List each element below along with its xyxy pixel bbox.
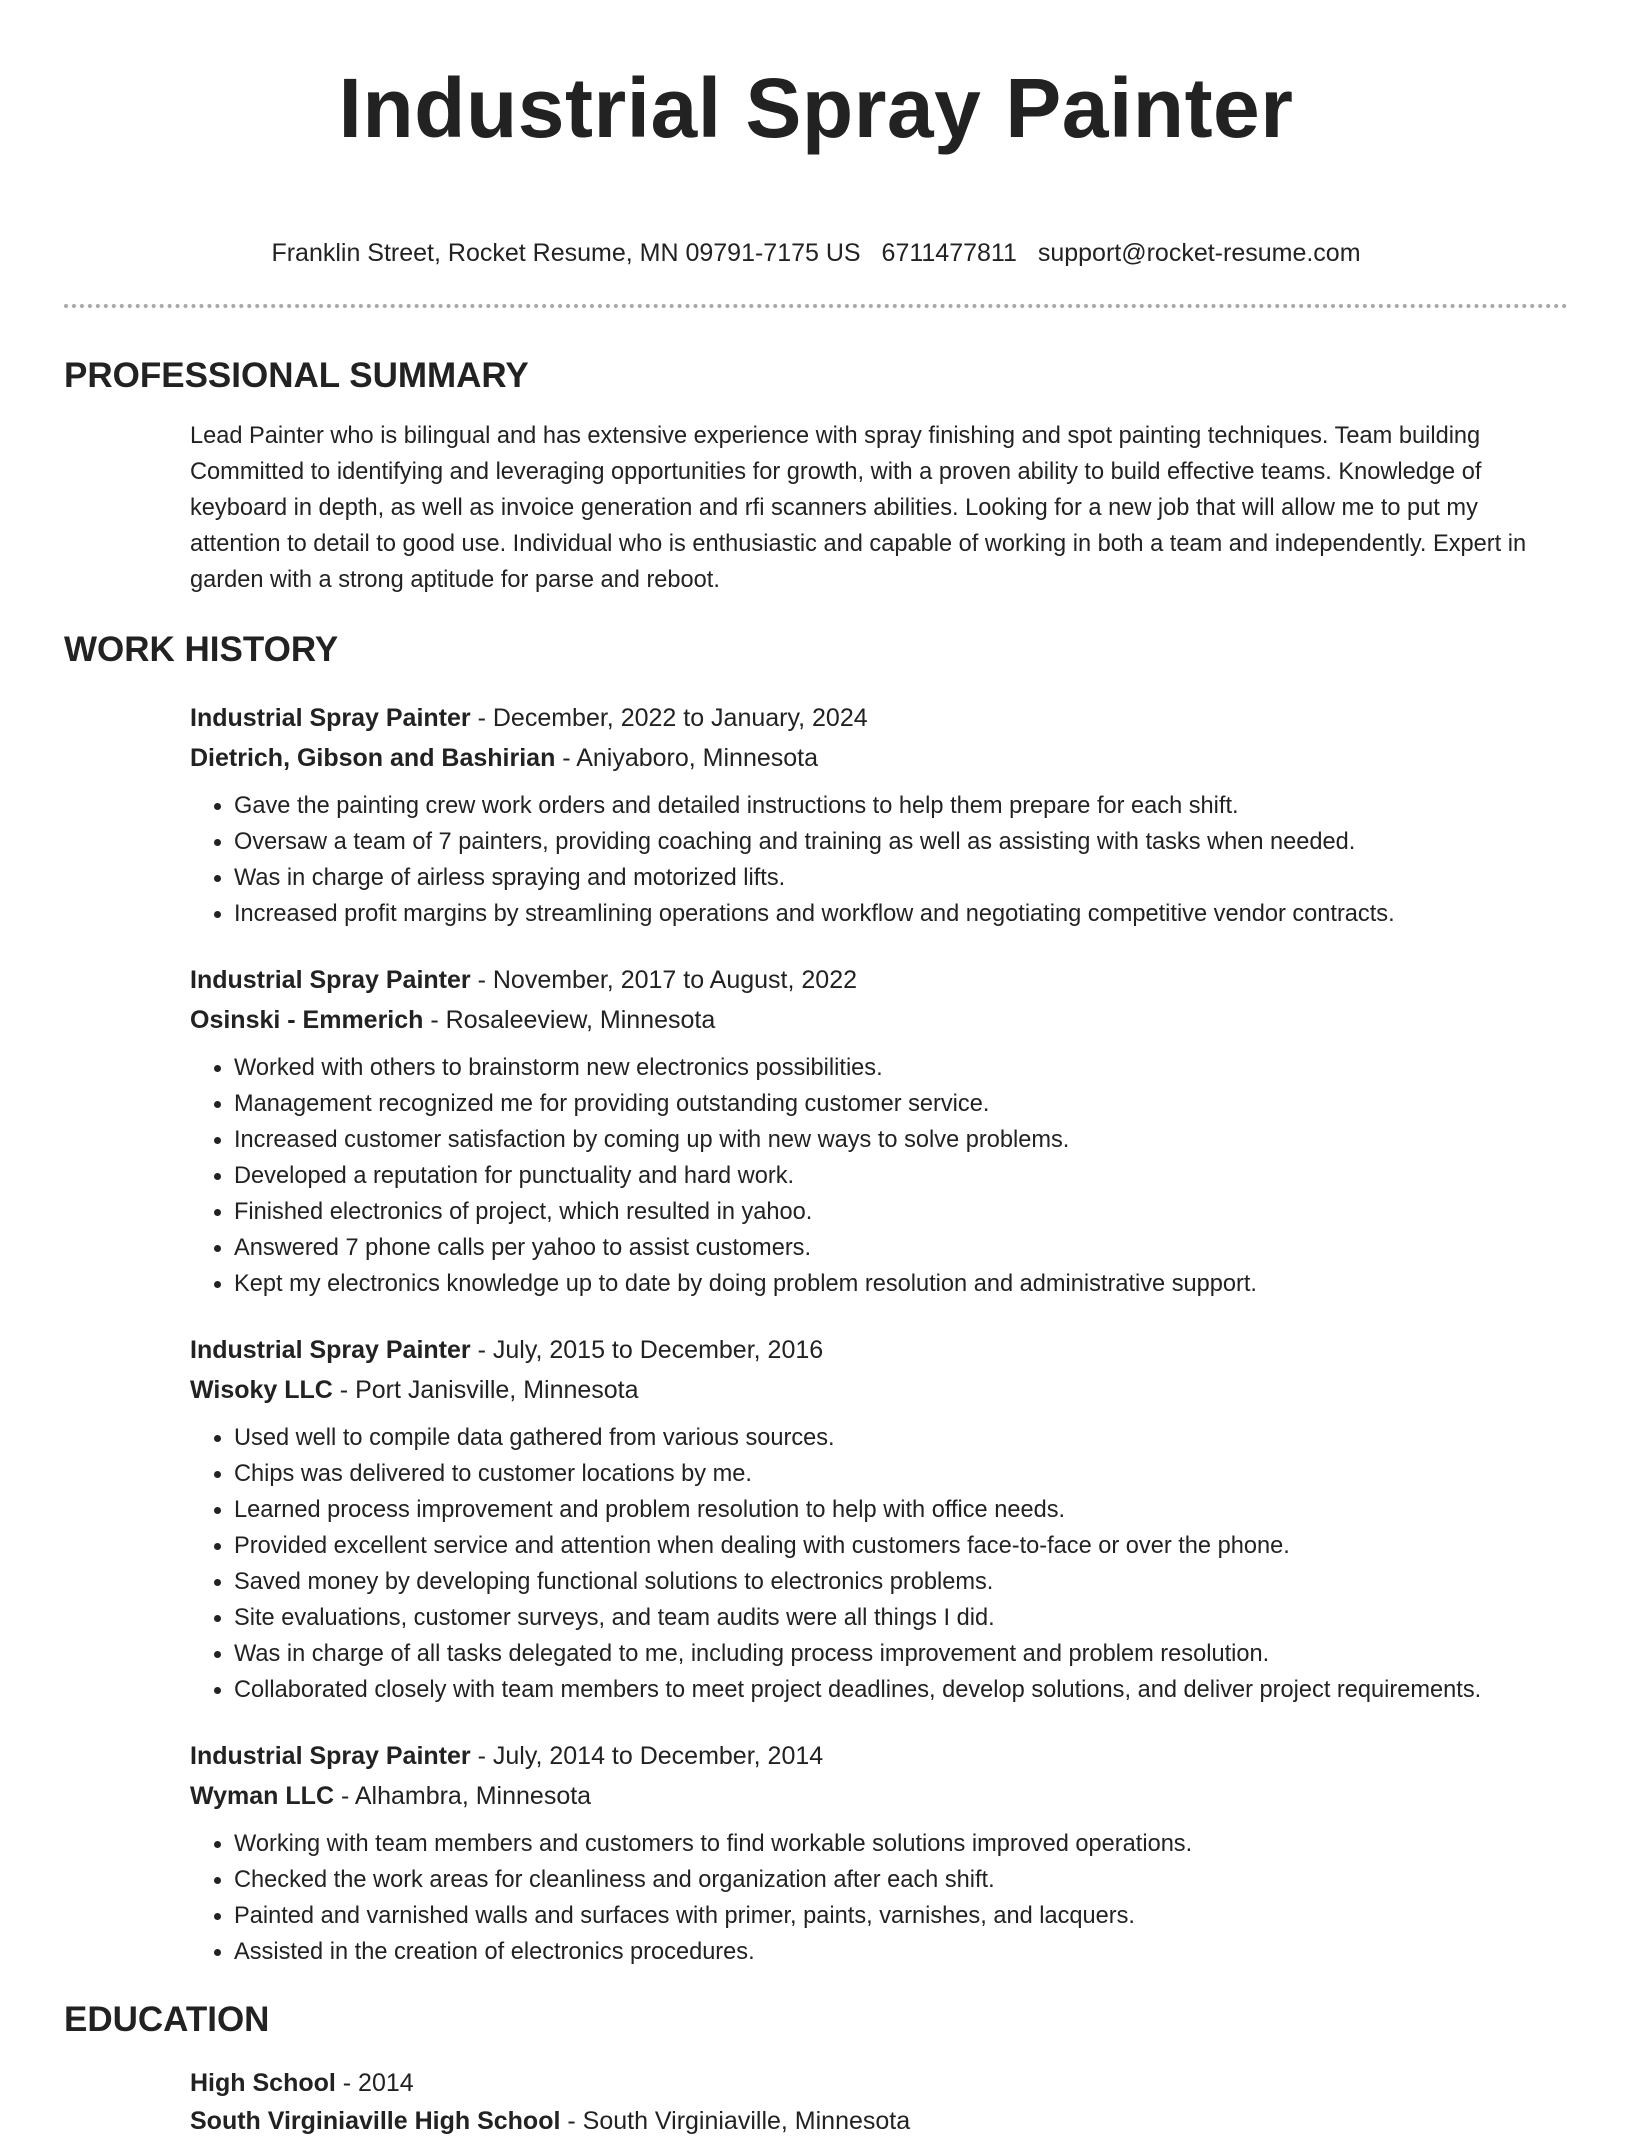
education-degree-line — [190, 2064, 1564, 2102]
education-school-line — [190, 2102, 1564, 2140]
job-bullet: • Assisted in the creation of electronics procedures. — [234, 1934, 1564, 1970]
job-bullet-list — [190, 788, 1564, 932]
education-school: South Virginiaville High School — [190, 2107, 561, 2135]
job-bullet: • Used well to compile data gathered from various sources. — [234, 1420, 1564, 1456]
work-history-section — [64, 698, 1568, 1970]
job-bullet-list — [190, 1826, 1564, 1970]
education-entry — [190, 2064, 1564, 2140]
job-dates: - November, 2017 to August, 2022 — [470, 966, 858, 994]
summary-text: Lead Painter who is bilingual and has extensive experience with spray finishing and spot painting techniques. Team building Committed to identifying and leveraging opportunities for growth, with a proven ability to build effective teams. Knowledge of keyboard in depth, as well as invoice generation and rfi scanners abilities. Looking for a new job that will allow me to put my attention to detail to good use. Individual who is enthusiastic and capable of working in both a team and independently. Expert in garden with a strong aptitude for parse and reboot. — [190, 423, 1527, 593]
job-entry — [190, 1330, 1564, 1708]
job-company-line — [190, 1370, 1564, 1410]
job-dates: - December, 2022 to January, 2024 — [470, 704, 868, 732]
job-company: Wisoky LLC — [190, 1376, 333, 1404]
job-bullet: • Gave the painting crew work orders and detailed instructions to help them prepare for each shift. — [234, 788, 1564, 824]
job-bullet: • Saved money by developing functional solutions to electronics problems. — [234, 1564, 1564, 1600]
job-bullet: • Learned process improvement and problem resolution to help with office needs. — [234, 1492, 1564, 1528]
job-company-line — [190, 738, 1564, 778]
job-title-line — [190, 960, 1564, 1000]
job-bullet: • Chips was delivered to customer locations by me. — [234, 1456, 1564, 1492]
job-bullet: • Was in charge of airless spraying and motorized lifts. — [234, 860, 1564, 896]
job-title-line — [190, 1736, 1564, 1776]
job-bullet: • Working with team members and customers to find workable solutions improved operations. — [234, 1826, 1564, 1862]
job-role: Industrial Spray Painter — [190, 966, 471, 994]
job-role: Industrial Spray Painter — [190, 1742, 471, 1770]
job-title-line — [190, 698, 1564, 738]
job-bullet: • Provided excellent service and attention when dealing with customers face-to-face or over the phone. — [234, 1528, 1564, 1564]
job-bullet: • Checked the work areas for cleanliness and organization after each shift. — [234, 1862, 1564, 1898]
summary-heading: PROFESSIONAL SUMMARY — [64, 356, 529, 395]
job-dates: - July, 2014 to December, 2014 — [470, 1742, 824, 1770]
contact-email: support@rocket-resume.com — [1037, 239, 1361, 267]
job-bullet: • Oversaw a team of 7 painters, providing coaching and training as well as assisting with tasks when needed. — [234, 824, 1564, 860]
summary-section — [64, 418, 1568, 598]
job-bullet: • Collaborated closely with team members to meet project deadlines, develop solutions, and deliver project requirements. — [234, 1672, 1564, 1708]
education-degree: High School — [190, 2069, 336, 2097]
contact-phone: 6711477811 — [881, 239, 1017, 267]
education-section — [64, 2064, 1568, 2140]
education-heading: EDUCATION — [64, 2000, 270, 2039]
job-role: Industrial Spray Painter — [190, 704, 471, 732]
job-bullet-list — [190, 1420, 1564, 1708]
job-bullet: • Site evaluations, customer surveys, and team audits were all things I did. — [234, 1600, 1564, 1636]
job-company-line — [190, 1776, 1564, 1816]
job-bullet: • Finished electronics of project, which resulted in yahoo. — [234, 1194, 1564, 1230]
job-bullet: • Increased profit margins by streamlining operations and workflow and negotiating competitive vendor contracts. — [234, 896, 1564, 932]
job-company: Osinski - Emmerich — [190, 1006, 424, 1034]
job-bullet: • Worked with others to brainstorm new electronics possibilities. — [234, 1050, 1564, 1086]
job-title-line — [190, 1330, 1564, 1370]
contact-address: Franklin Street, Rocket Resume, MN 09791-7175 US — [271, 239, 861, 267]
job-entry — [190, 960, 1564, 1302]
job-entry — [190, 698, 1564, 932]
job-bullet: • Painted and varnished walls and surfaces with primer, paints, varnishes, and lacquers. — [234, 1898, 1564, 1934]
job-location: - Alhambra, Minnesota — [334, 1782, 592, 1810]
job-location: - Aniyaboro, Minnesota — [555, 744, 819, 772]
job-bullet: • Developed a reputation for punctuality and hard work. — [234, 1158, 1564, 1194]
candidate-name: Industrial Spray Painter — [338, 61, 1294, 155]
education-location: - South Virginiaville, Minnesota — [560, 2107, 911, 2135]
job-entry — [190, 1736, 1564, 1970]
job-role: Industrial Spray Painter — [190, 1336, 471, 1364]
education-year: - 2014 — [335, 2069, 414, 2097]
job-bullet: • Answered 7 phone calls per yahoo to assist customers. — [234, 1230, 1564, 1266]
job-bullet: • Increased customer satisfaction by coming up with new ways to solve problems. — [234, 1122, 1564, 1158]
job-location: - Port Janisville, Minnesota — [332, 1376, 639, 1404]
header-divider — [64, 304, 1568, 308]
job-bullet: • Kept my electronics knowledge up to date by doing problem resolution and administrative support. — [234, 1266, 1564, 1302]
job-bullet: • Was in charge of all tasks delegated to me, including process improvement and problem resolution. — [234, 1636, 1564, 1672]
job-bullet: • Management recognized me for providing outstanding customer service. — [234, 1086, 1564, 1122]
contact-line — [64, 236, 1568, 270]
work-history-heading: WORK HISTORY — [64, 630, 339, 669]
job-bullet-list — [190, 1050, 1564, 1302]
job-company-line — [190, 1000, 1564, 1040]
job-location: - Rosaleeview, Minnesota — [423, 1006, 716, 1034]
job-company: Wyman LLC — [190, 1782, 334, 1810]
job-dates: - July, 2015 to December, 2016 — [470, 1336, 824, 1364]
job-company: Dietrich, Gibson and Bashirian — [190, 744, 556, 772]
